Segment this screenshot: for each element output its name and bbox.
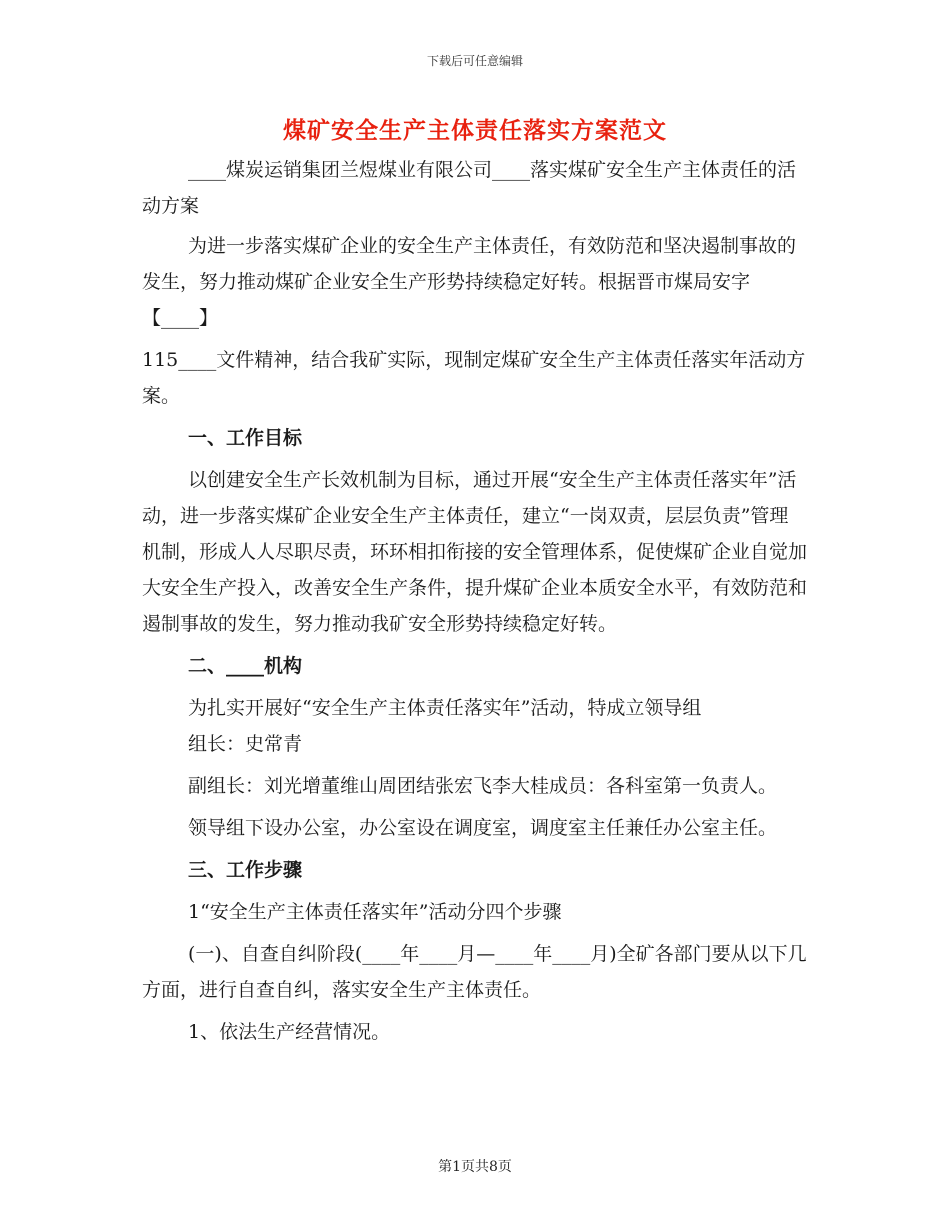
paragraph-goals: 以创建安全生产长效机制为目标，通过开展“安全生产主体责任落实年”活动，进一步落实煤矿企业安全生产主体责任，建立“一岗双责，层层负责”管理机制，形成人人尽职尽责，环环相扣衔接的安全管理体系，促使煤矿企业自觉加大安全生产投入，改善安全生产条件，提升煤矿企业本质安全水平，有效防范和遏制事故的发生，努力推动我矿安全形势持续稳定好转。 — [142, 469, 808, 635]
page-footer: 第1页共8页 — [438, 1159, 512, 1175]
paragraph-leadership-group: 为扎实开展好“安全生产主体责任落实年”活动，特成立领导组 — [188, 697, 702, 719]
paragraph-deputy-leaders: 副组长：刘光增董维山周团结张宏飞李大桂成员：各科室第一负责人。 — [188, 775, 778, 797]
page-header: 下载后可任意编辑 — [426, 54, 523, 68]
paragraph-intro: ____煤炭运销集团兰煜煤业有限公司____落实煤矿安全生产主体责任的活动方案 — [142, 159, 797, 217]
paragraph-group-leader: 组长：史常青 — [188, 733, 303, 755]
document-body — [142, 152, 807, 1056]
paragraph-purpose: 为进一步落实煤矿企业的安全生产主体责任，有效防范和坚决遏制事故的发生，努力推动煤矿企业安全生产形势持续稳定好转。根据晋市煤局安字【____】 — [142, 235, 797, 329]
paragraph-legal-operation: 1、依法生产经营情况。 — [188, 1021, 391, 1043]
section-heading-goals: 一、工作目标 — [188, 427, 303, 449]
section-heading-steps: 三、工作步骤 — [188, 859, 303, 881]
paragraph-self-check-stage: (一)、自查自纠阶段(____年____月—____年____月)全矿各部门要从以下几方面，进行自查自纠，落实安全生产主体责任。 — [142, 943, 807, 1001]
paragraph-document-reference: 115____文件精神，结合我矿实际，现制定煤矿安全生产主体责任落实年活动方案。 — [142, 349, 806, 407]
paragraph-office: 领导组下设办公室，办公室设在调度室，调度室主任兼任办公室主任。 — [188, 817, 778, 839]
section-heading-organization: 二、____机构 — [188, 655, 303, 677]
paragraph-four-steps: 1“安全生产主体责任落实年”活动分四个步骤 — [188, 901, 562, 923]
document-title: 煤矿安全生产主体责任落实方案范文 — [283, 117, 667, 144]
